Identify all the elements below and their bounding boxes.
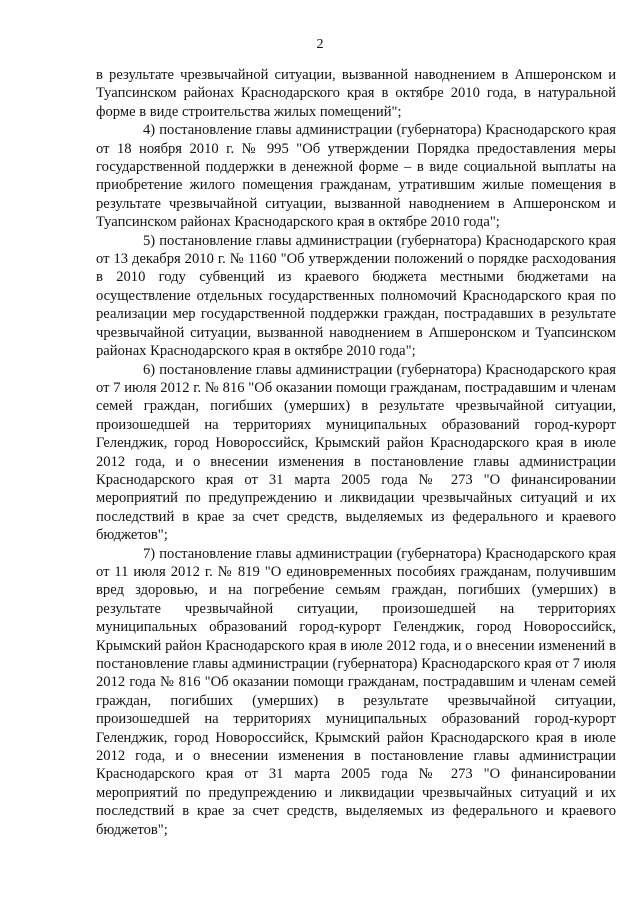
paragraph-item-6: 6) постановление главы администрации (губернатора) Краснодарского края от 7 июля 2012 г. № 816 "Об оказании помощи гражданам, пострадавшим и членам семей граждан, погибших (умерших) в результате чрезвычайной ситуации, произошедшей на территориях муниципальных образований город-курорт Геленджик, город Новороссийск, Крымский район Краснодарского края в июле 2012 года, и о внесении изменения в постановление главы администрации Краснодарского края от 31 марта 2005 года № 273 "О финансировании мероприятий по предупреждению и ликвидации чрезвычайных ситуаций и их последствий в крае за счет средств, выделяемых из федерального и краевого бюджетов"; bbox=[96, 361, 616, 544]
paragraph-item-7: 7) постановление главы администрации (губернатора) Краснодарского края от 11 июля 2012 г. № 819 "О единовременных пособиях гражданам, получившим вред здоровью, и на погребение семьям граждан, погибших (умерших) в результате чрезвычайной ситуации, произошедшей на территориях муниципальных образований город-курорт Геленджик, город Новороссийск, Крымский район Краснодарского края в июле 2012 года, и о внесении изменений в постановление главы администрации (губернатора) Краснодарского края от 7 июля 2012 года № 816 "Об оказании помощи гражданам, пострадавшим и членам семей граждан, погибших (умерших) в результате чрезвычайной ситуации, произошедшей на территориях муниципальных образований город-курорт Геленджик, город Новороссийск, Крымский район Краснодарского края в июле 2012 года, и о внесении изменения в постановление главы администрации Краснодарского края от 31 марта 2005 года № 273 "О финансировании мероприятий по предупреждению и ликвидации чрезвычайных ситуаций и их последствий в крае за счет средств, выделяемых из федерального и краевого бюджетов"; bbox=[96, 545, 616, 838]
document-body bbox=[96, 66, 616, 839]
page-number: 2 bbox=[316, 37, 324, 52]
paragraph-item-5: 5) постановление главы администрации (губернатора) Краснодарского края от 13 декабря 2010 г. № 1160 "Об утверждении положений о порядке расходования в 2010 году субвенций из краевого бюджета местными бюджетами на осуществление отдельных государственных полномочий Краснодарского края по реализации мер государственной поддержки граждан, пострадавших в результате чрезвычайной ситуации, вызванной наводнением в Апшеронском и Туапсинском районах Краснодарского края в октябре 2010 года"; bbox=[96, 232, 616, 360]
paragraph-continuation: в результате чрезвычайной ситуации, вызванной наводнением в Апшеронском и Туапсинском районах Краснодарского края в октябре 2010 года, в натуральной форме в виде строительства жилых помещений"; bbox=[96, 67, 616, 120]
paragraph-item-4: 4) постановление главы администрации (губернатора) Краснодарского края от 18 ноября 2010 г. № 995 "Об утверждении Порядка предоставления меры государственной поддержки в денежной форме – в виде социальной выплаты на приобретение жилого помещения гражданам, утратившим жилые помещения в результате чрезвычайной ситуации, вызванной наводнением в Апшеронском и Туапсинском районах Краснодарского края в октябре 2010 года"; bbox=[96, 122, 616, 231]
